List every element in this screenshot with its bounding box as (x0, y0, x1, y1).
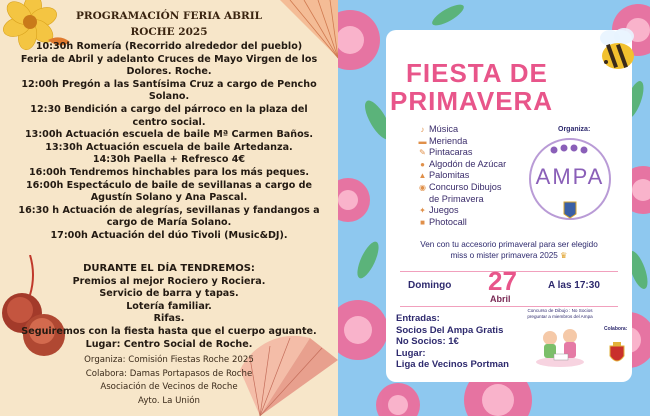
activity-item: ◉ Concurso Dibujos (419, 181, 502, 192)
colabora-label: Colabora: (604, 326, 628, 332)
info-card (386, 30, 632, 382)
ampa-logo-text: AMPA (535, 164, 605, 189)
poster-title: FIESTA DE (406, 58, 548, 88)
credit-line: Ayto. La Unión (138, 395, 200, 406)
socios-label: Socios Del Ampa Gratis (396, 324, 504, 336)
during-day-section (10, 263, 328, 351)
cotton-candy-icon: ● (420, 159, 425, 169)
schedule-line: 10:30h Romería (Recorrido alrededor del pueblo) (35, 41, 303, 52)
no-socios-label: No Socios: 1€ (396, 336, 459, 347)
bee-icon (590, 24, 646, 80)
schedule-line: centro social. (132, 116, 206, 128)
poster-subtitle: ROCHE 2025 (130, 26, 208, 38)
schedule-line: Dolores. Roche. (126, 66, 212, 78)
palette-icon: ◉ (419, 182, 426, 192)
credit-line: Colabora: Damas Portapasos de Roche (85, 368, 253, 379)
schedule-line: 16:30 h Actuación de alegrías, sevillanas y fandangos a (18, 204, 320, 216)
activity-item: ■ Photocall (418, 217, 506, 229)
popcorn-icon: ▲ (418, 171, 427, 181)
schedule-line: 13:30h Actuación escuela de baile Artedanza. (45, 141, 293, 153)
day-number: 27 (488, 266, 517, 296)
schedule-line: 12:00h Pregón a las Santísima Cruz a cargo de Pencho (21, 78, 317, 90)
during-item: Lotería familiar. (126, 300, 212, 312)
lugar-value: Liga de Vecinos Portman (396, 359, 509, 370)
invite-text: Ven con tu accesorio primaveral para ser elegido miss o mister primavera 2025 ♛ (420, 240, 598, 260)
schedule-list (10, 41, 328, 243)
schedule-line: 13:00h Actuación escuela de baile Mª Carmen Baños. (24, 129, 314, 141)
during-item: Rifas. (153, 313, 185, 325)
credit-line: Asociación de Vecinos de Roche (100, 382, 238, 392)
lugar-label: Lugar: (396, 347, 426, 359)
divider (400, 306, 618, 307)
activity-item: ✎ Pintacaras (419, 147, 473, 158)
ampa-logo (514, 136, 626, 222)
month-label: Abril (490, 294, 511, 304)
schedule-line: 12:30 Bendición a cargo del párroco en la plaza del (30, 103, 308, 115)
fiesta-primavera-poster (338, 0, 650, 416)
entry-info (396, 313, 509, 371)
activity-item: ✦ Juegos (419, 205, 459, 216)
activity-item: ♪ Música (418, 124, 506, 136)
schedule-line: Solano. (148, 91, 190, 103)
activity-item: ▲ Palomitas (418, 170, 470, 181)
organiza-label: Organiza: (558, 126, 591, 133)
camera-icon: ■ (420, 217, 425, 227)
entradas-label: Entradas: (396, 313, 440, 324)
paintbrush-icon: ✎ (419, 148, 426, 158)
music-note-icon: ♪ (420, 125, 425, 134)
concurso-note: Concurso de Dibujo : No Socios preguntar a miembros del Ampa (527, 308, 593, 319)
activity-item: ▬ Merienda (418, 135, 468, 146)
day-label: Domingo (408, 280, 452, 291)
poster-subtitle: PRIMAVERA (390, 86, 554, 116)
closing-line: Seguiremos con la fiesta hasta que el cuerpo aguante. (21, 325, 317, 337)
credits (10, 354, 328, 408)
schedule-line: Agustín Solano y Ana Pascal. (90, 192, 248, 204)
coat-of-arms-icon (608, 342, 626, 366)
closing-line: Lugar: Centro Social de Roche. (85, 338, 253, 350)
during-item: Servicio de barra y tapas. (99, 288, 239, 300)
activity-item: de Primavera (429, 193, 484, 204)
schedule-line: 14:30h Paella + Refresco 4€ (92, 154, 246, 166)
schedule-line: 17:00h Actuación del dúo Tivoli (Music&DJ). (50, 229, 288, 241)
schedule-line: cargo de María Solano. (106, 217, 232, 229)
crown-icon: ♛ (560, 250, 568, 260)
time-label: A las 17:30 (548, 280, 600, 291)
schedule-line: 16:00h Espectáculo de baile de sevillanas a cargo de (25, 179, 313, 191)
activities-list (418, 124, 506, 228)
balloon-icon: ✦ (419, 206, 426, 216)
activity-item: ● Algodón de Azúcar (418, 159, 506, 171)
sandwich-icon: ▬ (418, 136, 427, 146)
drawing-kids-illustration-icon (534, 324, 586, 368)
during-item: Premios al mejor Rociero y Rociera. (72, 275, 266, 287)
during-heading: DURANTE EL DÍA TENDREMOS: (83, 263, 255, 274)
credit-line: Organiza: Comisión Fiestas Roche 2025 (84, 355, 254, 365)
schedule-line: 16:00h Tendremos hinchables para los más peques. (29, 166, 309, 178)
poster-title: PROGRAMACIÓN FERIA ABRIL (76, 10, 262, 22)
schedule-line: Feria de Abril y adelanto Cruces de Mayo Virgen de los (20, 53, 318, 65)
